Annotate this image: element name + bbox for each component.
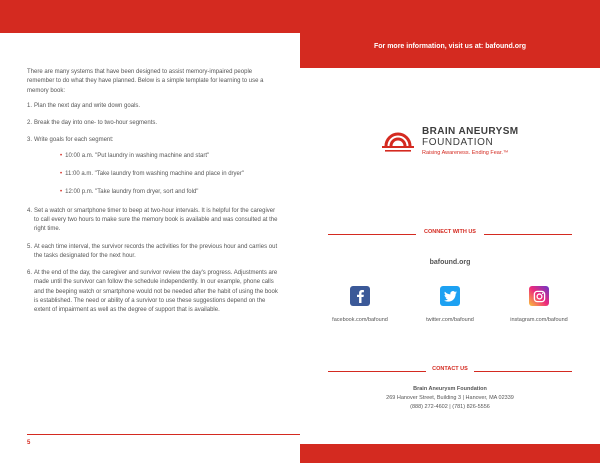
contact-address: 269 Hanover Street, Building 3 | Hanover, MA 02339 — [386, 395, 514, 402]
twitter-link[interactable] — [405, 286, 495, 323]
page-number: 5 — [27, 440, 31, 446]
step-number: 3. — [27, 137, 33, 144]
step-number: 5. — [27, 243, 33, 250]
divider — [474, 371, 572, 372]
facebook-icon[interactable] — [350, 286, 370, 306]
logo-line1: BRAIN ANEURYSM — [422, 126, 519, 137]
footer-rule — [27, 434, 300, 435]
contact-block — [300, 385, 600, 412]
step-number: 2. — [27, 120, 33, 127]
goal-item — [60, 152, 279, 161]
logo-tagline: Raising Awareness. Ending Fear.™ — [422, 150, 509, 156]
steps-list — [27, 102, 279, 316]
aneurysm-logo-icon — [380, 128, 416, 154]
left-page-content — [27, 68, 279, 324]
step-text: At the end of the day, the caregiver and survivor review the day's progress. Adjustments are made until the survivor can follow the schedule independently. In our example, phone calls and the beeping watch or smartphone would not be needed after the habit of using the book is established. The need or ability of a survivor to use these suggestions depend on the extent of impairment as well as the degree of support that is available. — [34, 270, 278, 314]
top-band-left — [0, 0, 300, 33]
step-item — [27, 102, 279, 111]
bullet-icon: • — [60, 171, 63, 178]
step-text: Break the day into one- to two-hour segments. — [34, 120, 158, 127]
logo-wordmark — [422, 126, 519, 156]
contact-heading — [328, 366, 572, 376]
top-band-right — [300, 0, 600, 68]
goals-list — [60, 152, 279, 198]
goal-text: 11:00 a.m. "Take laundry from washing machine and place in dryer" — [65, 171, 245, 178]
step-item — [27, 119, 279, 128]
intro-paragraph: There are many systems that have been designed to assist memory-impaired people remember to do what they have planned. Below is a simple template for learning to use a memory book: — [27, 69, 264, 94]
contact-heading-label: CONTACT US — [432, 366, 468, 372]
step-text: Set a watch or smartphone timer to beep at two-hour intervals. It is helpful for the caregiver to call every two hours to make sure the memory book is available and was consulted at the right time. — [34, 207, 278, 233]
twitter-handle[interactable]: twitter.com/bafound — [426, 317, 474, 323]
bullet-icon: • — [60, 189, 63, 196]
twitter-icon[interactable] — [440, 286, 460, 306]
logo-line2: FOUNDATION — [422, 137, 494, 148]
step-text: Plan the next day and write down goals. — [34, 102, 141, 109]
facebook-link[interactable] — [315, 286, 405, 323]
step-number: 6. — [27, 270, 33, 277]
contact-org: Brain Aneurysm Foundation — [413, 386, 487, 392]
instagram-icon[interactable] — [529, 286, 549, 306]
website-link[interactable]: bafound.org — [429, 259, 471, 266]
step-number: 4. — [27, 207, 33, 214]
divider — [484, 234, 572, 235]
step-text: Write goals for each segment: — [34, 137, 114, 144]
step-item — [27, 243, 279, 262]
goal-item — [60, 170, 279, 179]
connect-heading — [328, 229, 572, 239]
step-text: At each time interval, the survivor records the activities for the previous hour and carries out the tasks designated for the next hour. — [34, 243, 278, 259]
bullet-icon: • — [60, 152, 63, 159]
instagram-link[interactable] — [494, 286, 584, 323]
goal-text: 10:00 a.m. "Put laundry in washing machine and start" — [65, 152, 210, 159]
facebook-handle[interactable]: facebook.com/bafound — [332, 317, 388, 323]
instagram-handle[interactable]: instagram.com/bafound — [510, 317, 568, 323]
step-item — [27, 207, 279, 235]
goal-text: 12:00 p.m. "Take laundry from dryer, sort and fold" — [65, 189, 199, 196]
step-number: 1. — [27, 102, 33, 109]
connect-heading-label: CONNECT WITH US — [424, 229, 476, 235]
contact-phones: (888) 272-4602 | (781) 826-5556 — [410, 404, 490, 411]
bottom-band-right — [300, 444, 600, 463]
header-info: For more information, visit us at: bafound.org — [373, 43, 527, 50]
goal-item — [60, 188, 279, 197]
step-item — [27, 136, 279, 197]
step-item — [27, 269, 279, 315]
